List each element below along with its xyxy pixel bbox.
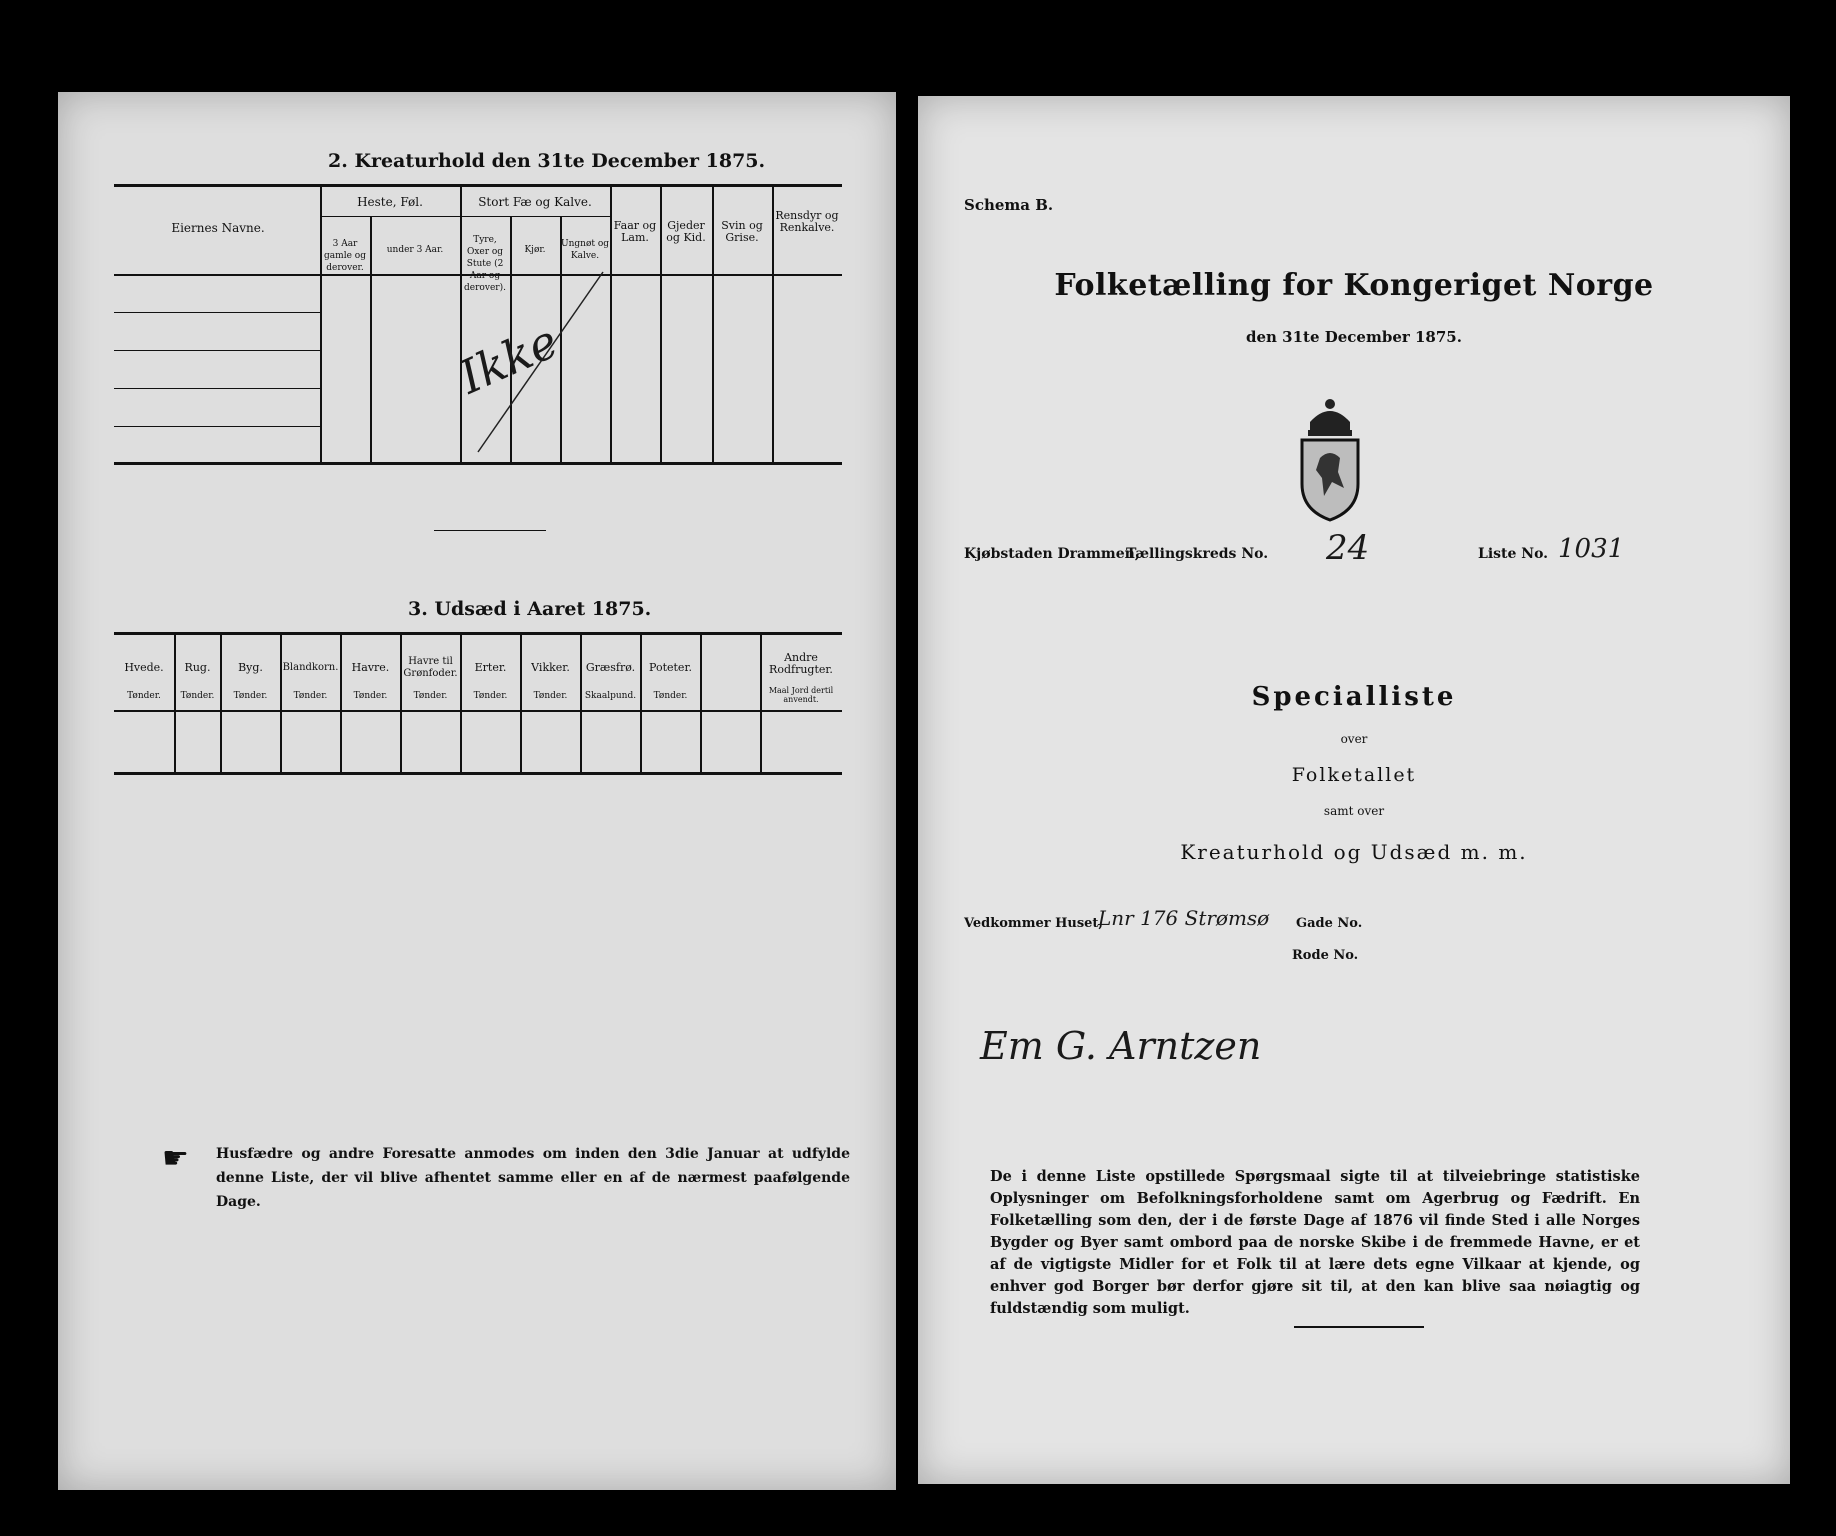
sowing-col-rye: Rug. [184, 661, 211, 674]
street-number-label: Gade No. [1296, 916, 1363, 931]
reindeer-header: Rensdyr og Renkalve. [775, 209, 839, 234]
sowing-unit-mixed: Tønder. [293, 691, 328, 701]
sowing-unit-peas: Tønder. [473, 691, 508, 701]
sheep-header: Faar og Lam. [613, 219, 657, 244]
coat-of-arms-icon [1280, 392, 1380, 524]
district-number: 24 [1326, 528, 1370, 568]
sowing-col-mixed: Blandkorn. [282, 662, 339, 673]
rode-number-label: Rode No. [1292, 948, 1359, 963]
folketallet-label: Folketallet [1291, 764, 1417, 786]
cattle-bulls-header: Tyre, Oxer og Stute (2 Aar og derover). [464, 235, 506, 293]
sowing-unit-oats: Tønder. [353, 691, 388, 701]
notice-text: Husfædre og andre Foresatte anmodes om inden den 3die Januar at udfylde denne Liste, der vil blive afhentet samme eller en af de nærmest paafølgende Dage. [216, 1146, 850, 1210]
cattle-young-header: Ungnøt og Kalve. [561, 239, 610, 261]
district-label: Tællingskreds No. [1126, 546, 1269, 562]
over-label: over [1340, 732, 1368, 746]
sowing-unit-barley: Tønder. [233, 691, 268, 701]
horses-young-header: under 3 Aar. [386, 245, 444, 255]
sowing-unit-rye: Tønder. [180, 691, 215, 701]
cattle-header: Stort Fæ og Kalve. [478, 195, 592, 209]
signature: Em G. Arntzen [980, 1024, 1262, 1068]
section3-title: 3. Udsæd i Aaret 1875. [408, 598, 652, 620]
sowing-unit-vetch: Tønder. [533, 691, 568, 701]
sowing-col-potatoes: Poteter. [649, 661, 692, 674]
sowing-col-oats-fodder: Havre til Grønfoder. [403, 656, 458, 679]
samt-over-label: samt over [1323, 804, 1385, 818]
list-number: 1031 [1558, 534, 1625, 564]
section2-title: 2. Kreaturhold den 31te December 1875. [328, 150, 766, 172]
sowing-col-grass-seed: Græsfrø. [585, 661, 636, 674]
list-label: Liste No. [1478, 546, 1549, 562]
right-page [918, 96, 1790, 1484]
schema-label: Schema B. [964, 196, 1054, 214]
sowing-col-root-crops: Andre Rodfrugter. [769, 651, 833, 676]
town-label: Kjøbstaden Drammen, [964, 546, 1140, 562]
sowing-col-wheat: Hvede. [124, 661, 164, 674]
sowing-col-vetch: Vikker. [531, 661, 570, 674]
sowing-col-barley: Byg. [238, 661, 263, 674]
strike-through-line [458, 252, 618, 462]
pointing-hand-icon: ☛ [162, 1141, 189, 1176]
goats-header: Gjeder og Kid. [666, 219, 706, 244]
livestock-sowing-label: Kreaturhold og Udsæd m. m. [1180, 840, 1528, 864]
sowing-unit-grass-seed: Skaalpund. [584, 691, 637, 701]
horses-header: Heste, Føl. [357, 195, 423, 209]
owner-name-header: Eiernes Navne. [171, 221, 265, 235]
sowing-col-peas: Erter. [474, 661, 507, 674]
cattle-cows-header: Kjør. [524, 245, 546, 255]
explanatory-paragraph: De i denne Liste opstillede Spørgsmaal sigte til at tilveiebringe statistiske Oplysninger om Befolkningsforholdene samt om Agerbrug og Fædrift. En Folketælling som den, der i de første Dage af 1876 vil finde Sted i alle Norges Bygder og Byer samt ombord paa de norske Skibe i de fremmede Havne, er et af de vigtigste Midler for et Folk til at lære dets egne Vilkaar at kjende, og enhver god Borger bør derfor gjøre sit til, at den kan blive saa nøiagtig og fuldstændig som muligt. [990, 1168, 1640, 1317]
separator-line [434, 530, 546, 531]
house-value: Lnr 176 Strømsø [1098, 906, 1270, 930]
document-date: den 31te December 1875. [1246, 328, 1462, 346]
closing-line [1294, 1326, 1424, 1328]
sowing-unit-wheat: Tønder. [127, 691, 161, 701]
special-list-title: Specialliste [1251, 682, 1457, 712]
left-page [58, 92, 896, 1490]
sowing-unit-root-crops: Maal Jord dertil anvendt. [768, 686, 834, 704]
house-label: Vedkommer Huset, [964, 916, 1103, 931]
document-title: Folketælling for Kongeriget Norge [1054, 268, 1654, 303]
pigs-header: Svin og Grise. [721, 219, 763, 244]
horses-old-header: 3 Aar gamle og derover. [324, 239, 366, 273]
handwritten-entry: Ikke [451, 313, 566, 405]
sowing-unit-potatoes: Tønder. [653, 691, 688, 701]
sowing-col-oats: Havre. [351, 661, 390, 674]
sowing-unit-oats-fodder: Tønder. [413, 691, 448, 701]
